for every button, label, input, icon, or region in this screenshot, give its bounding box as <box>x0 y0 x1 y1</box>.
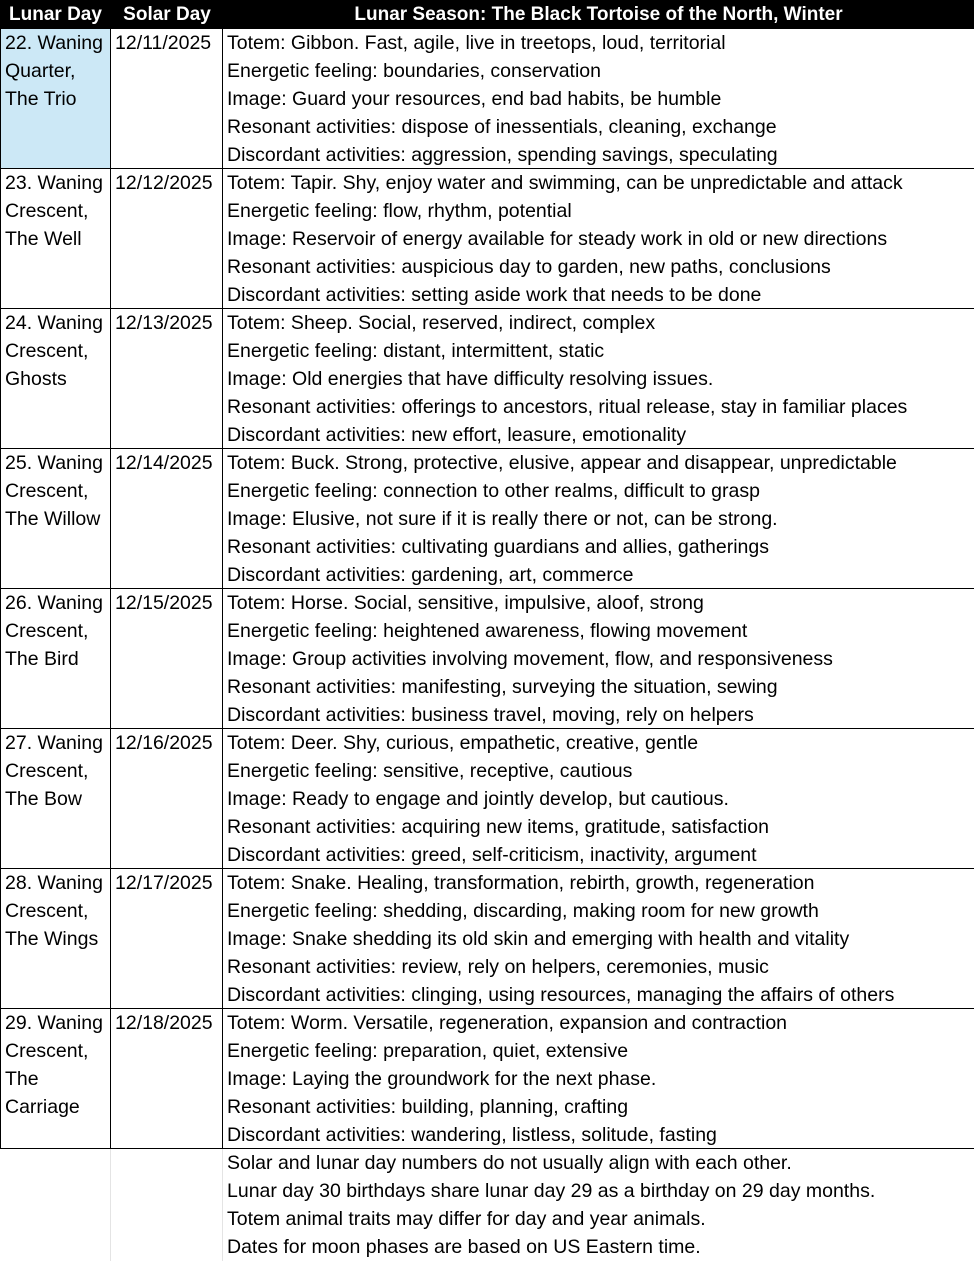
resonant-activities-line: Resonant activities: auspicious day to garden, new paths, conclusions <box>227 256 831 278</box>
solar-day-cell[interactable]: 12/17/2025 <box>111 869 223 1008</box>
solar-day-cell[interactable]: 12/18/2025 <box>111 1009 223 1148</box>
lunar-day-text: The Bird <box>5 648 79 670</box>
lunar-day-text: Crescent, <box>5 760 89 782</box>
table-row <box>0 729 974 869</box>
details-cell[interactable] <box>223 1009 974 1148</box>
header-lunar-day[interactable]: Lunar Day <box>9 4 102 25</box>
table-row <box>0 1009 974 1149</box>
discordant-activities-line: Discordant activities: business travel, moving, rely on helpers <box>227 704 754 726</box>
lunar-day-text: Crescent, <box>5 480 89 502</box>
lunar-day-cell[interactable] <box>0 309 111 448</box>
lunar-day-text: The Bow <box>5 788 82 810</box>
header-lunar-season[interactable]: Lunar Season: The Black Tortoise of the North, Winter <box>354 4 843 25</box>
energetic-feeling-line: Energetic feeling: distant, intermittent, static <box>227 340 605 362</box>
discordant-activities-line: Discordant activities: aggression, spending savings, speculating <box>227 144 778 166</box>
lunar-day-text: The Trio <box>5 88 77 110</box>
lunar-day-text: 22. Waning <box>5 32 103 54</box>
solar-day-cell[interactable]: 12/16/2025 <box>111 729 223 868</box>
totem-line: Totem: Snake. Healing, transformation, rebirth, growth, regeneration <box>227 872 815 894</box>
discordant-activities-line: Discordant activities: greed, self-criticism, inactivity, argument <box>227 844 757 866</box>
image-line: Image: Ready to engage and jointly develop, but cautious. <box>227 788 729 810</box>
table-row <box>0 169 974 309</box>
lunar-day-cell[interactable] <box>0 169 111 308</box>
header-solar-day[interactable]: Solar Day <box>123 4 211 25</box>
image-line: Image: Guard your resources, end bad habits, be humble <box>227 88 722 110</box>
lunar-day-text: 27. Waning <box>5 732 103 754</box>
energetic-feeling-line: Energetic feeling: sensitive, receptive, cautious <box>227 760 633 782</box>
lunar-day-text: 25. Waning <box>5 452 103 474</box>
solar-day-cell[interactable]: 12/13/2025 <box>111 309 223 448</box>
lunar-day-text: 28. Waning <box>5 872 103 894</box>
table-body <box>0 29 974 1261</box>
totem-line: Totem: Worm. Versatile, regeneration, expansion and contraction <box>227 1012 788 1034</box>
header-row <box>0 0 974 29</box>
solar-day-cell[interactable]: 12/11/2025 <box>111 29 223 168</box>
solar-day-cell[interactable]: 12/12/2025 <box>111 169 223 308</box>
note-line: Solar and lunar day numbers do not usually align with each other. <box>227 1152 792 1174</box>
totem-line: Totem: Buck. Strong, protective, elusive, appear and disappear, unpredictable <box>227 452 897 474</box>
energetic-feeling-line: Energetic feeling: connection to other realms, difficult to grasp <box>227 480 760 502</box>
resonant-activities-line: Resonant activities: dispose of inessentials, cleaning, exchange <box>227 116 777 138</box>
lunar-day-text: Quarter, <box>5 60 76 82</box>
image-line: Image: Group activities involving movement, flow, and responsiveness <box>227 648 833 670</box>
image-line: Image: Reservoir of energy available for steady work in old or new directions <box>227 228 888 250</box>
table-row <box>0 449 974 589</box>
details-cell[interactable] <box>223 729 974 868</box>
resonant-activities-line: Resonant activities: manifesting, surveying the situation, sewing <box>227 676 778 698</box>
lunar-day-text: Crescent, <box>5 620 89 642</box>
discordant-activities-line: Discordant activities: setting aside work that needs to be done <box>227 284 762 306</box>
solar-day-cell[interactable]: 12/15/2025 <box>111 589 223 728</box>
details-cell[interactable] <box>223 869 974 1008</box>
lunar-day-text: Crescent, <box>5 1040 89 1062</box>
energetic-feeling-line: Energetic feeling: heightened awareness, flowing movement <box>227 620 748 642</box>
lunar-day-text: The Willow <box>5 508 101 530</box>
empty-cell[interactable] <box>111 1149 223 1261</box>
notes-row <box>0 1149 974 1261</box>
table-row <box>0 309 974 449</box>
details-cell[interactable] <box>223 589 974 728</box>
lunar-day-cell[interactable] <box>0 589 111 728</box>
energetic-feeling-line: Energetic feeling: flow, rhythm, potential <box>227 200 572 222</box>
lunar-day-text: The <box>5 1068 39 1090</box>
totem-line: Totem: Deer. Shy, curious, empathetic, creative, gentle <box>227 732 699 754</box>
lunar-day-cell[interactable] <box>0 729 111 868</box>
totem-line: Totem: Tapir. Shy, enjoy water and swimming, can be unpredictable and attack <box>227 172 903 194</box>
energetic-feeling-line: Energetic feeling: boundaries, conservation <box>227 60 601 82</box>
resonant-activities-line: Resonant activities: acquiring new items, gratitude, satisfaction <box>227 816 769 838</box>
resonant-activities-line: Resonant activities: building, planning, crafting <box>227 1096 629 1118</box>
discordant-activities-line: Discordant activities: gardening, art, commerce <box>227 564 634 586</box>
lunar-day-text: Crescent, <box>5 900 89 922</box>
lunar-day-cell[interactable] <box>0 869 111 1008</box>
totem-line: Totem: Sheep. Social, reserved, indirect, complex <box>227 312 656 334</box>
table-row <box>0 589 974 729</box>
lunar-day-text: 26. Waning <box>5 592 103 614</box>
lunar-day-cell[interactable] <box>0 29 111 168</box>
image-line: Image: Old energies that have difficulty resolving issues. <box>227 368 714 390</box>
lunar-day-text: 24. Waning <box>5 312 103 334</box>
totem-line: Totem: Horse. Social, sensitive, impulsive, aloof, strong <box>227 592 704 614</box>
details-cell[interactable] <box>223 309 974 448</box>
lunar-day-text: Crescent, <box>5 340 89 362</box>
lunar-day-text: Crescent, <box>5 200 89 222</box>
discordant-activities-line: Discordant activities: wandering, listless, solitude, fasting <box>227 1124 717 1146</box>
lunar-day-text: 29. Waning <box>5 1012 103 1034</box>
lunar-day-cell[interactable] <box>0 449 111 588</box>
energetic-feeling-line: Energetic feeling: preparation, quiet, extensive <box>227 1040 629 1062</box>
lunar-day-text: The Well <box>5 228 82 250</box>
note-line: Totem animal traits may differ for day and year animals. <box>227 1208 706 1230</box>
lunar-day-text: 23. Waning <box>5 172 103 194</box>
details-cell[interactable] <box>223 29 974 168</box>
notes-cell[interactable] <box>223 1149 974 1261</box>
lunar-day-text: Ghosts <box>5 368 67 390</box>
solar-day-cell[interactable]: 12/14/2025 <box>111 449 223 588</box>
lunar-day-cell[interactable] <box>0 1009 111 1148</box>
discordant-activities-line: Discordant activities: new effort, leasure, emotionality <box>227 424 687 446</box>
totem-line: Totem: Gibbon. Fast, agile, live in treetops, loud, territorial <box>227 32 726 54</box>
resonant-activities-line: Resonant activities: review, rely on helpers, ceremonies, music <box>227 956 769 978</box>
table-row <box>0 29 974 169</box>
table-row <box>0 869 974 1009</box>
resonant-activities-line: Resonant activities: offerings to ancestors, ritual release, stay in familiar places <box>227 396 908 418</box>
details-cell[interactable] <box>223 449 974 588</box>
resonant-activities-line: Resonant activities: cultivating guardians and allies, gatherings <box>227 536 769 558</box>
empty-cell[interactable] <box>0 1149 111 1261</box>
image-line: Image: Elusive, not sure if it is really there or not, can be strong. <box>227 508 778 530</box>
lunar-day-text: Carriage <box>5 1096 80 1118</box>
image-line: Image: Snake shedding its old skin and emerging with health and vitality <box>227 928 850 950</box>
note-line: Dates for moon phases are based on US Eastern time. <box>227 1236 701 1258</box>
energetic-feeling-line: Energetic feeling: shedding, discarding, making room for new growth <box>227 900 819 922</box>
note-line: Lunar day 30 birthdays share lunar day 29 as a birthday on 29 day months. <box>227 1180 876 1202</box>
details-cell[interactable] <box>223 169 974 308</box>
lunar-day-text: The Wings <box>5 928 99 950</box>
image-line: Image: Laying the groundwork for the next phase. <box>227 1068 657 1090</box>
discordant-activities-line: Discordant activities: clinging, using resources, managing the affairs of others <box>227 984 895 1006</box>
